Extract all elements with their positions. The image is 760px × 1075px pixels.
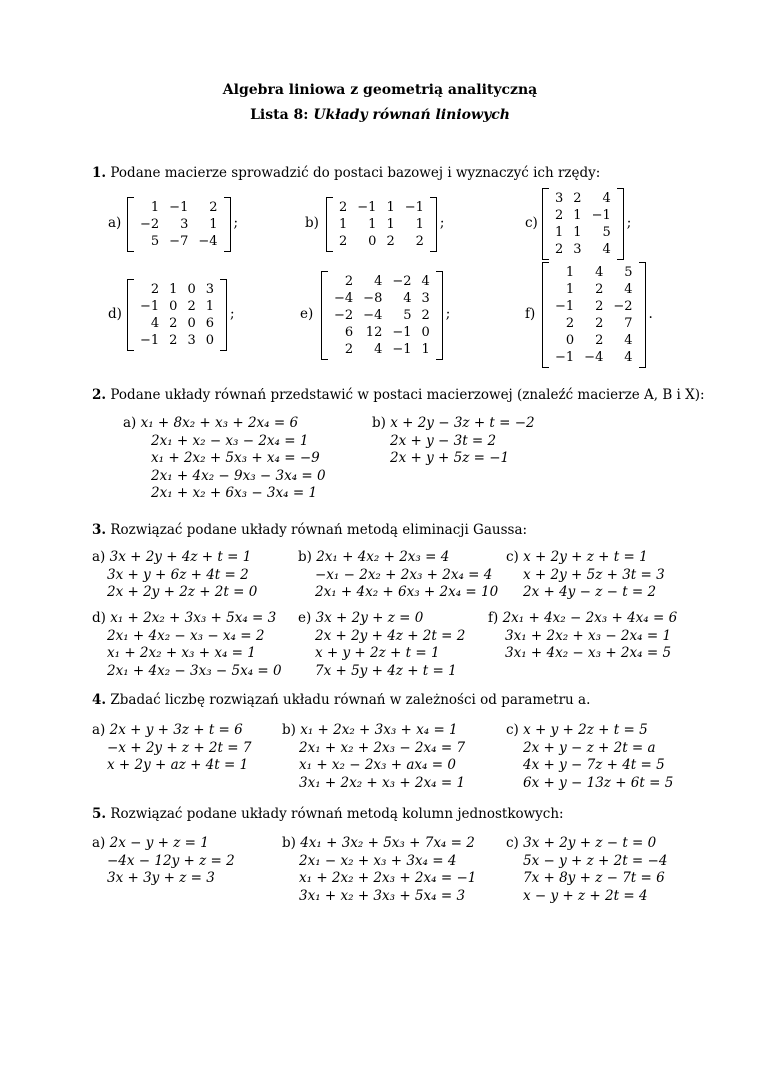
problem-2-statement: [92, 387, 705, 403]
equation: [506, 722, 673, 740]
matrix-cell: 1: [573, 208, 582, 223]
matrix-cell: 4: [403, 290, 412, 306]
equation: [372, 450, 535, 468]
matrix-cell: 1: [555, 225, 564, 240]
matrix: [127, 197, 231, 252]
matrix-cell: 4: [624, 333, 633, 348]
matrix-cell: 3: [555, 191, 564, 206]
matrix-grid: [329, 273, 435, 358]
left-bracket: [127, 197, 134, 252]
matrix-row: [135, 298, 219, 315]
equation: [506, 584, 665, 602]
equation-text: 2x + y − 3t = 2: [390, 432, 497, 449]
equation: [92, 628, 282, 646]
equation-text: −x₁ − 2x₂ + 2x₃ + 2x₄ = 4: [315, 566, 493, 583]
matrix: [542, 262, 646, 368]
equation: [282, 722, 465, 740]
equation: [282, 888, 476, 906]
matrix-row: [334, 199, 429, 216]
problem-3-statement: [92, 522, 527, 538]
matrix-cell: −1: [404, 199, 424, 215]
system-label: d): [92, 610, 111, 626]
matrix-cell: 1: [565, 282, 575, 297]
equation-text: 2x + y + 5z = −1: [390, 450, 510, 466]
equation: [282, 740, 465, 758]
matrix-cell: 4: [624, 282, 633, 297]
equation: [92, 870, 235, 888]
matrix-row: [550, 241, 616, 258]
matrix-separator: ;: [233, 215, 239, 231]
equation-text: 4x + y − 7z + 4t = 5: [523, 757, 665, 773]
matrix-separator: ;: [445, 306, 451, 322]
equation-system: [488, 610, 677, 663]
matrix-cell: 3: [573, 242, 582, 257]
matrix-separator: ;: [439, 215, 445, 231]
matrix-cell: 4: [374, 273, 383, 289]
matrix-row: [135, 199, 223, 216]
matrix-row: [329, 290, 435, 307]
subtitle-prefix: Lista 8:: [250, 107, 309, 123]
equation: [298, 628, 465, 646]
matrix-cell: 5: [624, 265, 633, 280]
equation-text: 4x₁ + 3x₂ + 5x₃ + 7x₄ = 2: [300, 835, 475, 851]
right-bracket: [224, 197, 231, 252]
equation-text: x + 2y + z + t = 1: [523, 549, 648, 565]
equation: [506, 549, 665, 567]
matrix-row: [550, 315, 638, 332]
problem-number: 5.: [92, 806, 107, 822]
matrix-cell: 0: [421, 324, 430, 340]
matrix-row: [135, 281, 219, 298]
matrix-row: [135, 315, 219, 332]
matrix-cell: 4: [602, 242, 611, 257]
matrix-cell: 3: [187, 333, 196, 348]
equation-text: 3x₁ + 2x₂ + x₃ + 2x₄ = 1: [299, 774, 466, 791]
matrix-cell: −1: [169, 199, 189, 215]
equation-system: [506, 722, 673, 792]
equation: [506, 888, 667, 906]
equation-text: 3x₁ + 2x₂ + x₃ − 2x₄ = 1: [505, 627, 672, 644]
equation: [92, 835, 235, 853]
equation-system: [92, 835, 235, 888]
equation-text: 5x − y + z + 2t = −4: [523, 852, 668, 869]
matrix-cell: 2: [573, 191, 582, 206]
equation-text: x₁ + x₂ − 2x₃ + ax₄ = 0: [299, 757, 456, 773]
problem-number: 2.: [92, 387, 107, 403]
equation-text: 3x + 2y + z − t = 0: [523, 835, 657, 851]
system-label: a): [92, 722, 110, 738]
equation-text: 2x₁ + 4x₂ − x₃ − x₄ = 2: [107, 627, 265, 644]
matrix-row: [329, 307, 435, 324]
matrix-cell: 3: [180, 216, 189, 232]
matrix-cell: −8: [363, 290, 383, 306]
matrix-label: e): [300, 306, 314, 322]
matrix-cell: 2: [415, 233, 424, 249]
equation-system: [92, 722, 251, 775]
problem-text: Rozwiązać podane układy równań metodą eliminacji Gaussa:: [110, 522, 528, 538]
matrix-cell: 2: [187, 299, 196, 314]
matrix-cell: 2: [595, 282, 604, 297]
matrix-cell: 3: [205, 282, 215, 297]
matrix-cell: 0: [169, 299, 178, 314]
equation: [506, 870, 667, 888]
problem-1-statement: [92, 165, 600, 181]
equation: [282, 775, 465, 793]
matrix-cell: 2: [339, 199, 348, 215]
equation-text: −x + 2y + z + 2t = 7: [107, 739, 252, 756]
matrix-cell: 0: [368, 233, 377, 249]
equation: [506, 740, 673, 758]
list-subtitle: [0, 107, 760, 123]
equation-text: 3x + 3y + z = 3: [107, 870, 215, 886]
equation: [298, 610, 465, 628]
system-label: b): [372, 415, 391, 431]
equation-text: 3x + 2y + z = 0: [315, 610, 424, 626]
matrix-cell: 1: [339, 216, 348, 232]
equation-text: 2x + 4y − z − t = 2: [523, 584, 657, 600]
equation: [506, 567, 665, 585]
matrix-cell: 2: [565, 316, 575, 331]
equation-system: [298, 549, 498, 602]
matrix-row: [329, 324, 435, 341]
matrix-cell: 1: [386, 199, 395, 215]
equation: [92, 853, 235, 871]
equation: [372, 433, 535, 451]
matrix-cell: 4: [374, 341, 383, 357]
matrix-cell: −1: [555, 299, 575, 314]
equation: [488, 610, 677, 628]
page-title: Algebra liniowa z geometrią analityczną: [222, 82, 538, 98]
equation-text: 2x₁ − x₂ + x₃ + 3x₄ = 4: [299, 852, 457, 869]
matrix-cell: −4: [584, 350, 604, 365]
matrix-cell: 1: [205, 299, 215, 314]
left-bracket: [542, 188, 549, 260]
equation: [123, 433, 326, 451]
equation: [282, 757, 465, 775]
equation-system: [92, 610, 282, 680]
matrix-cell: 1: [573, 225, 582, 240]
matrix-cell: −4: [198, 233, 218, 249]
matrix-row: [334, 233, 429, 250]
matrix-row: [550, 298, 638, 315]
left-bracket: [326, 197, 333, 252]
problem-5-statement: [92, 806, 564, 822]
problem-number: 4.: [92, 692, 107, 708]
matrix-row: [135, 233, 223, 250]
equation-text: 2x + y + 3z + t = 6: [109, 722, 243, 738]
matrix-cell: 1: [368, 216, 377, 232]
equation: [92, 740, 251, 758]
matrix-cell: 5: [403, 307, 412, 323]
system-label: a): [123, 415, 141, 431]
matrix-cell: 2: [169, 333, 178, 348]
left-bracket: [127, 279, 134, 351]
problem-text: Podane układy równań przedstawić w postaci macierzowej (znaleźć macierze A, B i X):: [110, 387, 705, 403]
equation-system: [298, 610, 465, 680]
matrix-cell: 2: [209, 199, 218, 215]
equation: [92, 549, 257, 567]
right-bracket: [617, 188, 624, 260]
matrix-cell: 2: [344, 273, 354, 289]
matrix-row: [329, 273, 435, 290]
matrix-cell: −2: [334, 307, 354, 323]
equation-text: x + y + 2z + t = 1: [315, 645, 440, 661]
matrix-grid: [550, 190, 616, 258]
matrix-row: [550, 264, 638, 281]
matrix-label: d): [108, 306, 122, 322]
equation-text: 2x + 2y + 4z + 2t = 2: [315, 627, 466, 644]
matrix-cell: −1: [392, 324, 412, 340]
system-label: e): [298, 610, 316, 626]
matrix-cell: 2: [386, 233, 395, 249]
equation-text: x + 2y − 3z + t = −2: [390, 415, 535, 431]
equation-text: −4x − 12y + z = 2: [107, 852, 235, 869]
matrix-cell: 1: [209, 216, 218, 232]
equation-text: 3x + y + 6z + 4t = 2: [107, 566, 249, 583]
equation-text: x₁ + 2x₂ + 5x₃ + x₄ = −9: [151, 450, 320, 466]
subtitle-topic: Układy równań liniowych: [313, 107, 510, 123]
system-label: c): [506, 835, 524, 851]
matrix-cell: 5: [150, 233, 160, 249]
matrix: [321, 271, 443, 360]
matrix-cell: 2: [339, 233, 348, 249]
system-label: f): [488, 610, 503, 626]
equation: [298, 549, 498, 567]
matrix-cell: 1: [565, 265, 575, 280]
matrix-cell: 2: [595, 316, 604, 331]
matrix-row: [550, 207, 616, 224]
problem-number: 3.: [92, 522, 107, 538]
matrix-cell: 1: [169, 282, 178, 297]
matrix-cell: −4: [334, 290, 354, 306]
matrix-cell: 1: [421, 341, 430, 357]
matrix-cell: 2: [595, 333, 604, 348]
matrix-cell: 4: [602, 191, 611, 206]
matrix-row: [550, 332, 638, 349]
left-bracket: [321, 271, 328, 360]
equation: [506, 757, 673, 775]
problem-number: 1.: [92, 165, 107, 181]
matrix-cell: −1: [140, 299, 160, 314]
matrix-grid: [135, 281, 219, 349]
equation-text: 2x₁ + 4x₂ + 2x₃ = 4: [316, 549, 450, 565]
matrix-cell: 4: [150, 316, 160, 331]
matrix-cell: 5: [602, 225, 611, 240]
matrix-cell: −7: [169, 233, 189, 249]
equation-text: x₁ + 2x₂ + 3x₃ + x₄ = 1: [300, 722, 458, 738]
matrix-row: [329, 341, 435, 358]
matrix-grid: [334, 199, 429, 250]
matrix-cell: 3: [421, 290, 430, 306]
equation: [282, 853, 476, 871]
system-label: b): [298, 549, 317, 565]
matrix-cell: 4: [624, 350, 633, 365]
matrix-cell: 0: [565, 333, 575, 348]
equation-text: x + 2y + az + 4t = 1: [107, 757, 249, 773]
equation: [488, 645, 677, 663]
matrix-row: [550, 349, 638, 366]
equation-text: 2x₁ + x₂ + 2x₃ − 2x₄ = 7: [299, 739, 466, 756]
equation-system: [92, 549, 257, 602]
matrix-cell: 0: [187, 316, 196, 331]
system-label: b): [282, 722, 301, 738]
matrix-cell: −2: [140, 216, 160, 232]
equation-system: [282, 835, 476, 905]
matrix-cell: 6: [205, 316, 215, 331]
equation-text: x + y + 2z + t = 5: [523, 722, 648, 738]
equation-system: [123, 415, 326, 503]
matrix-cell: 12: [365, 324, 383, 340]
left-bracket: [542, 262, 549, 368]
equation: [92, 663, 282, 681]
right-bracket: [220, 279, 227, 351]
problem-text: Podane macierze sprowadzić do postaci bazowej i wyznaczyć ich rzędy:: [110, 165, 601, 181]
equation: [123, 468, 326, 486]
matrix-cell: 4: [595, 265, 604, 280]
matrix-separator: ;: [626, 215, 632, 231]
problem-text: Rozwiązać podane układy równań metodą kolumn jednostkowych:: [110, 806, 564, 822]
equation: [506, 835, 667, 853]
matrix-cell: 2: [344, 341, 354, 357]
equation-system: [372, 415, 535, 468]
matrix-label: c): [525, 215, 538, 231]
equation-text: x + 2y + 5z + 3t = 3: [523, 566, 665, 583]
equation-text: 2x₁ + x₂ + 6x₃ − 3x₄ = 1: [151, 485, 318, 501]
equation: [92, 584, 257, 602]
matrix-row: [135, 332, 219, 349]
equation-text: 6x + y − 13z + 6t = 5: [523, 774, 674, 791]
matrix-cell: 2: [555, 208, 564, 223]
problem-4-statement: [92, 692, 590, 708]
equation: [298, 567, 498, 585]
equation: [298, 663, 465, 681]
matrix-cell: 2: [169, 316, 178, 331]
equation-text: x₁ + 2x₂ + 2x₃ + 2x₄ = −1: [299, 870, 477, 886]
matrix-separator: .: [648, 306, 653, 322]
equation: [92, 757, 251, 775]
equation-text: x − y + z + 2t = 4: [523, 887, 648, 904]
system-label: a): [92, 835, 110, 851]
equation-text: 2x₁ + x₂ − x₃ − 2x₄ = 1: [151, 432, 309, 449]
matrix: [326, 197, 437, 252]
matrix-cell: 4: [421, 273, 430, 289]
equation-text: 2x₁ + 4x₂ − 2x₃ + 4x₄ = 6: [502, 610, 678, 626]
matrix-row: [550, 190, 616, 207]
equation-text: 3x + 2y + 4z + t = 1: [109, 549, 252, 565]
equation: [298, 584, 498, 602]
matrix-label: b): [305, 215, 319, 231]
matrix-cell: 1: [415, 216, 424, 232]
equation-text: 2x + y − z + 2t = a: [523, 739, 656, 756]
matrix-cell: 0: [205, 333, 215, 348]
matrix-cell: 7: [624, 316, 633, 331]
equation: [298, 645, 465, 663]
matrix-cell: 0: [187, 282, 196, 297]
system-label: b): [282, 835, 301, 851]
matrix-cell: −1: [140, 333, 160, 348]
equation: [372, 415, 535, 433]
equation-system: [506, 835, 667, 905]
right-bracket: [639, 262, 646, 368]
system-label: c): [506, 549, 524, 565]
equation-text: 3x₁ + x₂ + 3x₃ + 5x₄ = 3: [299, 887, 466, 904]
equation-text: 2x + 2y + 2z + 2t = 0: [107, 584, 258, 600]
problem-text: Zbadać liczbę rozwiązań układu równań w zależności od parametru a.: [110, 692, 591, 708]
equation: [282, 870, 476, 888]
matrix-cell: −1: [591, 208, 611, 223]
equation-text: 7x + 8y + z − 7t = 6: [523, 870, 665, 886]
equation-text: 2x₁ + 4x₂ − 3x₃ − 5x₄ = 0: [107, 662, 282, 679]
matrix-label: a): [108, 215, 122, 231]
matrix-cell: 1: [150, 199, 160, 215]
right-bracket: [436, 271, 443, 360]
system-label: a): [92, 549, 110, 565]
equation: [282, 835, 476, 853]
matrix-row: [550, 281, 638, 298]
equation-text: 2x₁ + 4x₂ + 6x₃ + 2x₄ = 10: [315, 584, 499, 600]
equation: [488, 628, 677, 646]
equation: [123, 485, 326, 503]
equation-text: x₁ + 8x₂ + x₃ + 2x₄ = 6: [140, 415, 299, 431]
matrix-cell: 2: [421, 307, 430, 323]
equation: [123, 450, 326, 468]
matrix-cell: −1: [392, 341, 412, 357]
matrix-label: f): [525, 306, 536, 322]
equation: [92, 610, 282, 628]
equation: [506, 853, 667, 871]
equation-system: [506, 549, 665, 602]
equation-text: 2x₁ + 4x₂ − 9x₃ − 3x₄ = 0: [151, 467, 326, 484]
matrix-row: [334, 216, 429, 233]
matrix-cell: 2: [150, 282, 160, 297]
matrix-row: [550, 224, 616, 241]
right-bracket: [430, 197, 437, 252]
matrix-cell: 2: [555, 242, 564, 257]
equation: [92, 567, 257, 585]
equation-system: [282, 722, 465, 792]
matrix: [127, 279, 227, 351]
equation-text: x₁ + 2x₂ + x₃ + x₄ = 1: [107, 645, 256, 661]
matrix-cell: −2: [613, 299, 633, 314]
matrix-cell: −1: [357, 199, 377, 215]
matrix-grid: [550, 264, 638, 366]
equation: [506, 775, 673, 793]
matrix-cell: 2: [595, 299, 604, 314]
matrix-separator: ;: [230, 306, 235, 322]
matrix-cell: 1: [386, 216, 395, 232]
matrix-cell: −2: [392, 273, 412, 289]
equation-text: 2x − y + z = 1: [109, 835, 209, 851]
equation-text: 3x₁ + 4x₂ − x₃ + 2x₄ = 5: [505, 645, 672, 661]
equation: [92, 722, 251, 740]
equation: [123, 415, 326, 433]
matrix-cell: 6: [344, 324, 354, 340]
equation: [92, 645, 282, 663]
matrix: [542, 188, 624, 260]
equation-text: x₁ + 2x₂ + 3x₃ + 5x₄ = 3: [110, 610, 277, 626]
matrix-grid: [135, 199, 223, 250]
system-label: c): [506, 722, 524, 738]
matrix-row: [135, 216, 223, 233]
matrix-cell: −1: [555, 350, 575, 365]
equation-text: 7x + 5y + 4z + t = 1: [315, 662, 457, 679]
matrix-cell: −4: [363, 307, 383, 323]
